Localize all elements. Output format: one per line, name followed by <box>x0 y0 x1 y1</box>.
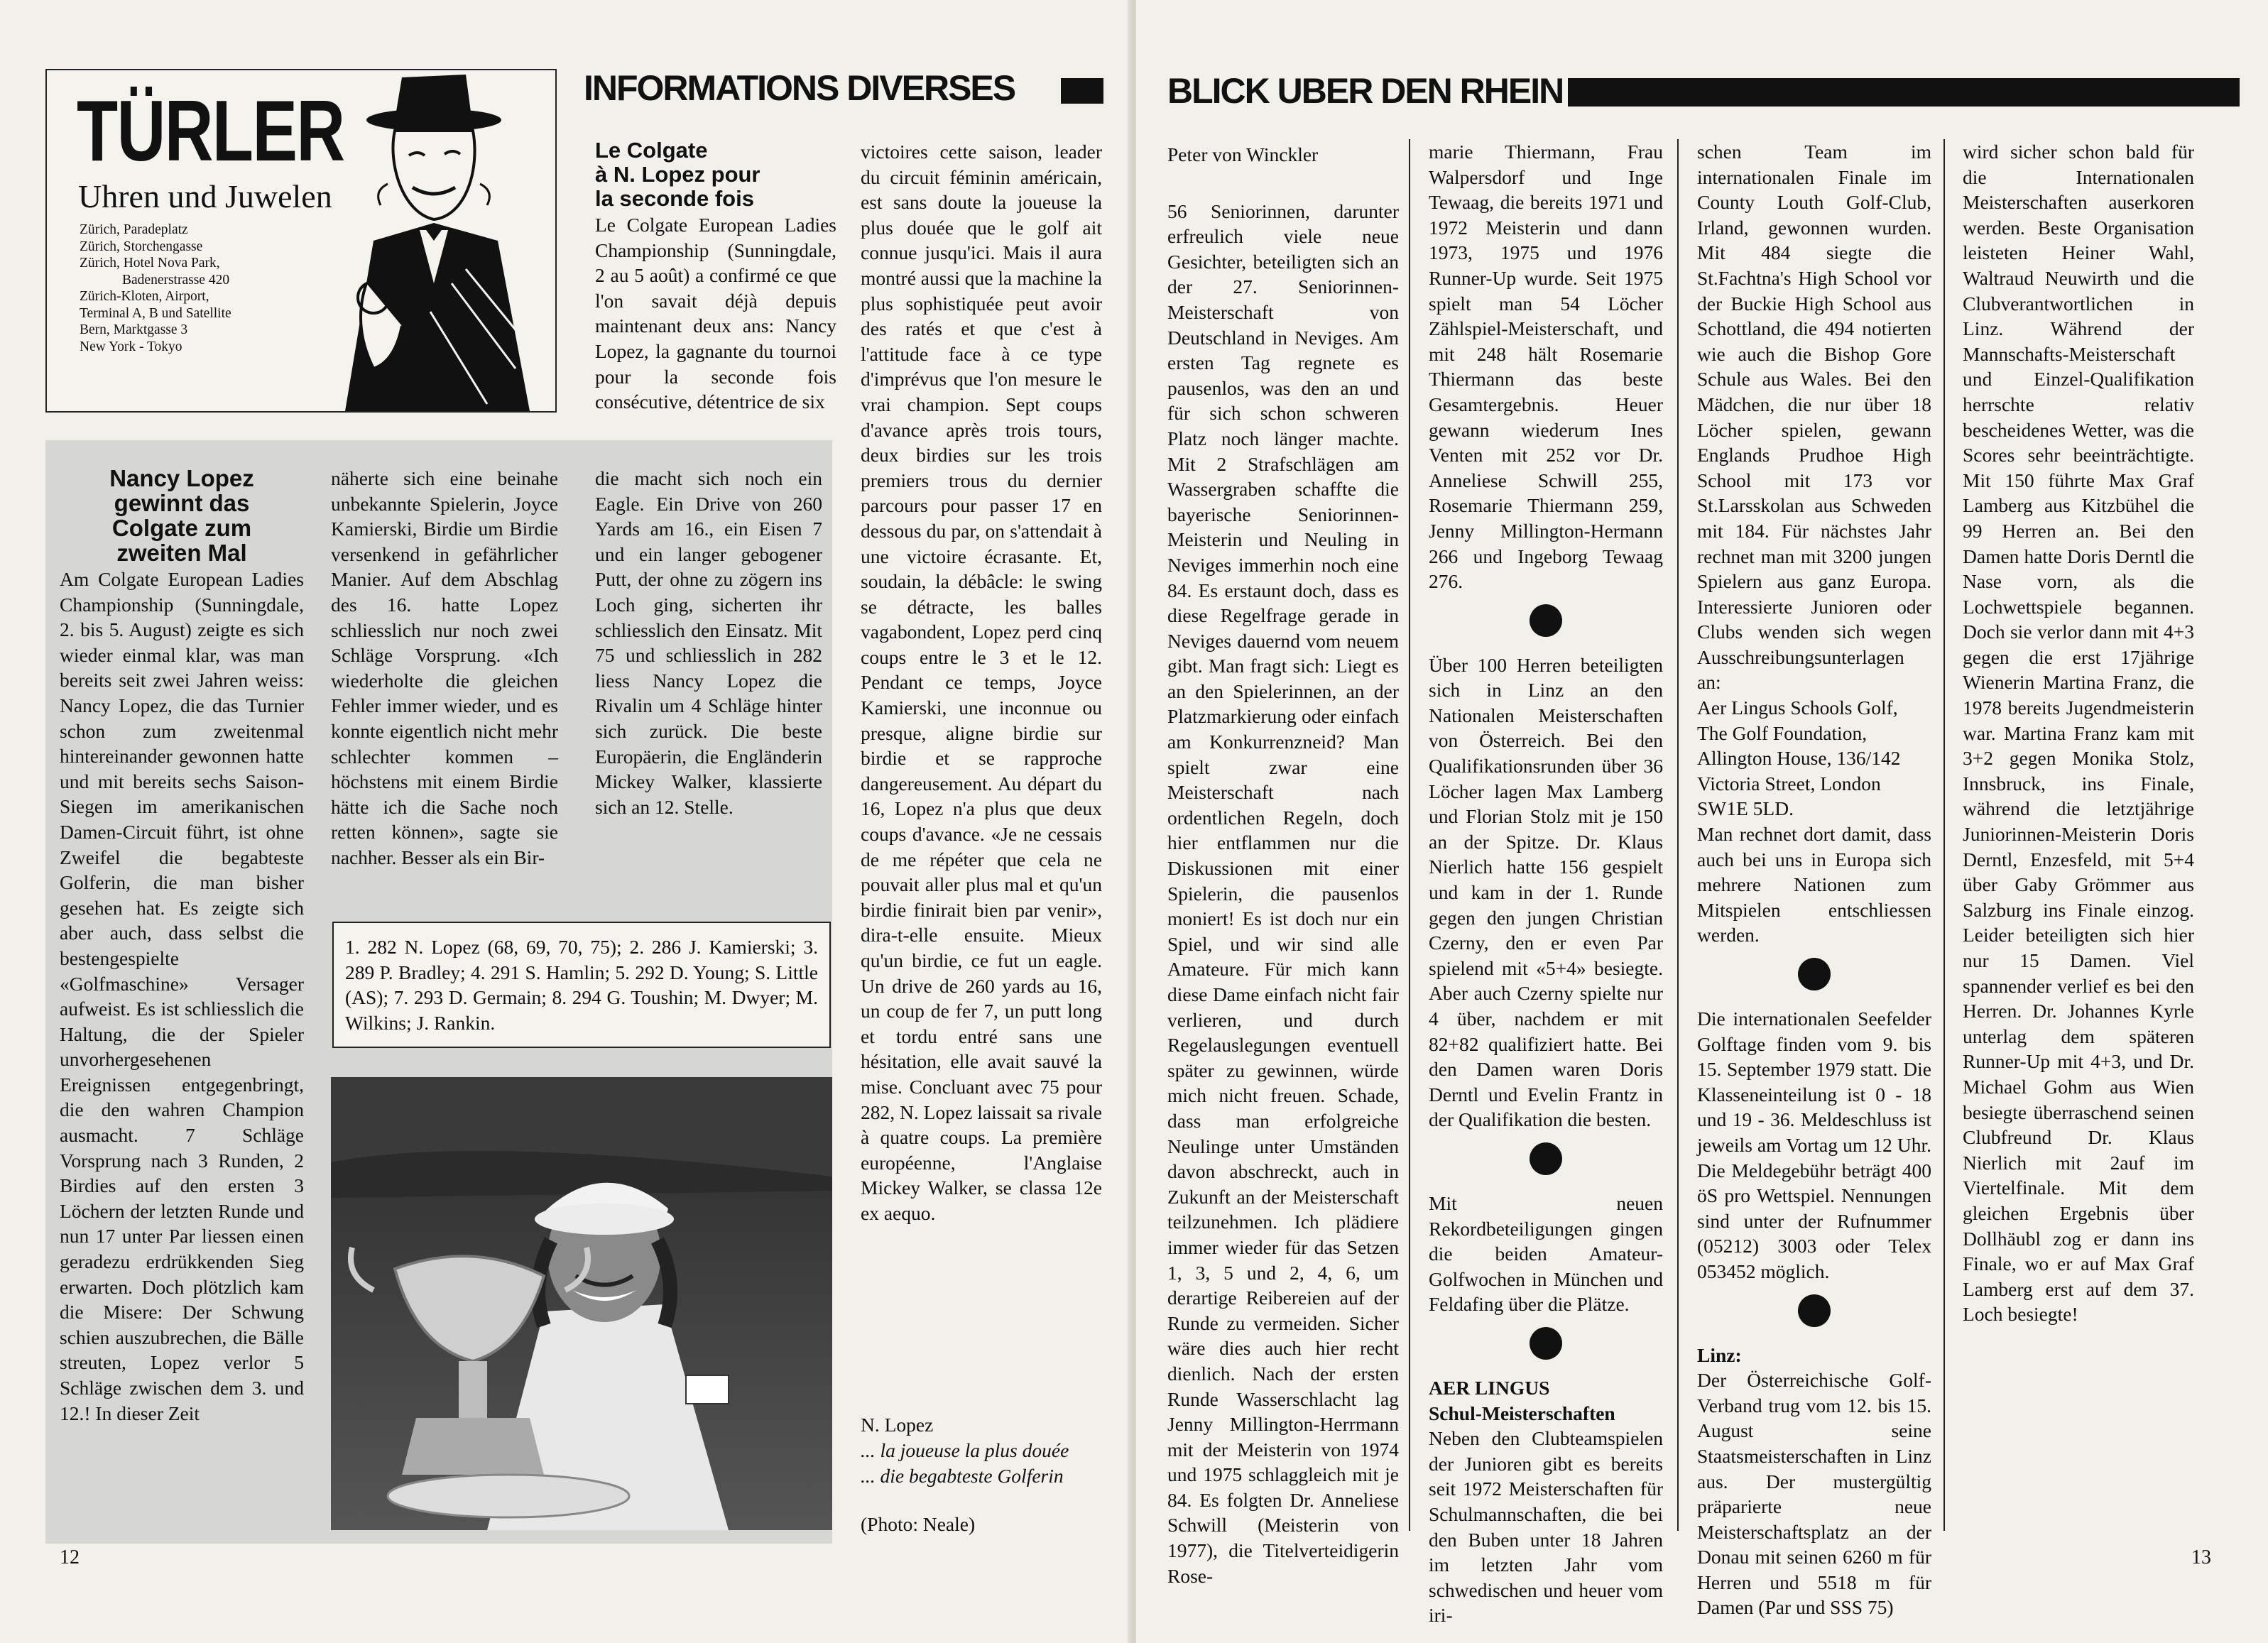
body-text: 56 Seniorinnen, darunter erfreulich viele neue Gesichter, beteiligten sich an der 27. Seniorinnen-Meisterschaft von Deutschland in Neviges. Am ersten Tag regnete es pausenlos, was den an und für sich schon schweren Platz noch länger machte. Mit 2 Strafschlägen am Wassergraben schaffte die bayerische Seniorinnen-Meisterin und Neuling in Neviges immerhin noch eine 84. Es erstaunt doch, dass es diese Regelfrage gerade in Neviges dauernd vom neuem gibt. Man fragt sich: Liegt es an den Spielerinnen, an der Platzmarkierung oder einfach am Konkurrenzneid? Man spielt zwar eine Meisterschaft nach ordentlichen Regeln, doch hier entflammen nur die Diskussionen mit einer Spielerin, die pausenlos moniert! Es ist doch nur ein Spiel, und wir sind alle Amateure. Für mich kann diese Dame einfach nicht fair verlieren, und durch Regelauslegungen eventuell später zu gewinnen, würde mich nicht freuen. Schade, dass man erfolgreiche Neulinge unter Umständen davon abschreckt, auch in Zukunft an der Meisterschaft teilzunehmen. Ich plädiere immer wieder für das Setzen 1, 3, 5 und 2, 4, 6, um derartige Reibereien auf der Runde zu vermeiden. Sicher wäre dies auch hier recht dienlich. Nach der ersten Runde Wasserschlacht lag Jenny Millington-Herrmann mit der Meisterin von 1974 und 1975 schlaggleich mit je 84. Es folgten Dr. Anneliese Schwill (Meisterin von 1977), die Titelverteidigerin Rose- <box>1167 200 1399 1587</box>
subheading: Schul-Meisterschaften <box>1429 1402 1615 1424</box>
turler-advertisement <box>45 69 557 413</box>
headline-line: la seconde fois <box>595 186 754 211</box>
german-body-text: näherte sich eine beinahe unbekannte Spielerin, Joyce Kamierski, Birdie um Birdie versenkend in gefährlicher Manier. Auf dem Abschlag des 16. hatte Lopez schliesslich nur noch zwei Schläge Vorsprung. «Ich wiederholte die gleichen Fehler immer wieder, und es konnte eigentlich nicht mehr schlechter kommen – höchstens mit einem Birdie hätte ich die Sache noch retten können», sagte sie nachher. Besser als ein Bir- <box>331 467 558 868</box>
header-bar <box>1061 78 1103 104</box>
nancy-lopez-photo <box>331 1077 832 1530</box>
address-line: SW1E 5LD. <box>1697 797 1794 820</box>
gentleman-illustration <box>345 70 555 411</box>
body-text: schen Team im internationalen Finale im County Louth Golf-Club, Irland, gewonnen wurden. Mit 484 siegte die St.Fachtna's High School vor der Buckie High School aus Schottland, die 494 notierten wie auch die Bishop Gore Schule aus Wales. Bei den Mädchen, die nur über 18 Löcher spielen, gewann Englands Prudhoe High School mit 173 vor St.Larsskolan aus Schweden mit 184. Für nächstes Jahr rechnet man mit 3200 jungen Spielern aus ganz Europa. Interessierte Junioren oder Clubs wenden sich wegen Ausschreibungsunterlagen an: <box>1697 141 1931 694</box>
blick-column-2 <box>1429 139 1663 1628</box>
german-headline <box>60 466 304 565</box>
caption-name: N. Lopez <box>861 1414 934 1436</box>
section-header: INFORMATIONS DIVERSES <box>584 68 1015 108</box>
french-article-column-1 <box>595 138 836 415</box>
ad-address-line: Zürich, Paradeplatz <box>80 222 188 237</box>
page-number: 13 <box>2191 1546 2211 1568</box>
bullet-dot <box>1798 1294 1831 1327</box>
ad-address-line: Badenerstrasse 420 <box>122 272 230 288</box>
photo-caption <box>861 1412 1102 1537</box>
body-text: Der Österreichische Golf-Verband trug vom 12. bis 15. August seine Staatsmeisterschaften in Linz aus. Der mustergültig präparierte neue Meisterschaftsplatz an der Donau mit seinen 6260 m für Herren und 5518 m für Damen (Par und SSS 75) <box>1697 1369 1931 1619</box>
right-page <box>1136 0 2268 1643</box>
body-text: Man rechnet dort damit, dass auch bei uns in Europa sich mehrere Nationen zum Mitspielen entschliessen werden. <box>1697 823 1931 946</box>
body-text: Neben den Clubteamspielen der Junioren gibt es bereits seit 1972 Meisterschaften für Schulmannschaften, die bei den Buben unter 18 Jahren im letzten Jahr vom schwedischen und heuer vom iri- <box>1429 1427 1663 1627</box>
headline-line: Colgate zum <box>111 515 252 541</box>
subheading: Linz: <box>1697 1343 1742 1366</box>
ad-address-line: Zürich, Storchengasse <box>80 239 203 254</box>
caption-french: ... la joueuse la plus douée <box>861 1439 1069 1461</box>
left-page <box>0 0 1132 1643</box>
body-text: marie Thiermann, Frau Walpersdorf und Inge Tewaag, die bereits 1971 und 1972 Meisterin und dann 1973, 1975 und 1976 Runner-Up wurde. Seit 1975 spielt man 54 Löcher Zählspiel-Meisterschaft, und mit 248 hält Rosemarie Thiermann das beste Gesamtergebnis. Heuer gewann wiederum Ines Venten mit 252 vor Dr. Anneliese Schwill 255, Rosemarie Thiermann 259, Jenny Millington-Hermann 266 und Ingeborg Tewaag 276. <box>1429 141 1663 593</box>
french-article-column-2 <box>861 139 1102 1226</box>
column-rule <box>1943 139 1945 1531</box>
ad-address-line: Zürich, Hotel Nova Park, <box>80 256 220 271</box>
german-body-text: die macht sich noch ein Eagle. Ein Drive von 260 Yards am 16., ein Eisen 7 und ein langer gebogener Putt, der ohne zu zögern ins Loch ging, sicherten ihr schliesslich den Einsatz. Mit 75 und schliesslich in 282 liess Nancy Lopez die Rivalin um 4 Schläge hinter sich zurück. Die beste Europäerin, die Engländerin Mickey Walker, klassierte sich an 12. Stelle. <box>595 467 822 818</box>
headline-line: Nancy Lopez <box>109 465 254 491</box>
german-article-column-2 <box>331 466 558 870</box>
body-text: Über 100 Herren beteiligten sich in Linz an den Nationalen Meisterschaften von Österreich. Bei den Qualifikationsrunden über 36 Löcher lagen Max Lamberg und Florian Stolz mit je 150 an der Spitze. Dr. Klaus Nierlich hatte 156 gespielt und kam in der 1. Runde gegen den jungen Christian Czerny, den er even Par spielend mit «5+4» besiegte. Aber auch Czerny spielte nur 4 über, nachdem er mit 82+82 qualifiziert hatte. Bei den Damen waren Doris Derntl und Evelin Frantz in der Qualifikation die besten. <box>1429 653 1663 1131</box>
ad-address-line: Terminal A, B und Satellite <box>80 305 231 321</box>
french-headline <box>595 138 836 211</box>
results-box: 1. 282 N. Lopez (68, 69, 70, 75); 2. 286 J. Kamierski; 3. 289 P. Bradley; 4. 291 S. Hamlin; 5. 292 D. Young; S. Little (AS); 7. 293 D. Germain; 8. 294 G. Toushin; M. Dwyer; M. Wilkins; J. Rankin. <box>332 922 831 1048</box>
subheading: AER LINGUS <box>1429 1376 1550 1399</box>
french-body-text: victoires cette saison, leader du circuit féminin américain, est sans doute la joueuse la plus douée que le golf ait connue jusqu'ici. Mais il aura montré aussi que la machine la plus sophistiquée peut avoir des ratés et que c'est à l'attitude face à ce type d'imprévus que l'on mesure le vrai champion. Sept coups d'avance après trois tours, deux birdies sur les trois premiers trous du dernier parcours pour passer 17 en dessous du par, on s'attendait à une victoire écrasante. Et, soudain, la débâcle: le swing se détracte, les balles vagabondent, Lopez perd cinq coups entre le 3 et le 12. Pendant ce temps, Joyce Kamierski, une inconnue ou presque, aligne birdie sur birdie et se rapproche dangereusement. Au départ du 16, Lopez n'a plus que deux coups d'avance. «Je ne cessais de me répéter que cela ne pouvait aller plus mal et qu'un birdie finirait bien par venir», dira-t-elle ensuite. Mieux qu'un birdie, ce fut un eagle. Un drive de 260 yards au 16, un coup de fer 7, un putt long et tordu entré sans une hésitation, elle avait sauvé la mise. Concluant avec 75 pour 282, N. Lopez laissait sa rivale à quatre coups. La première européenne, l'Anglaise Mickey Walker, se classa 12e ex aequo. <box>861 141 1102 1224</box>
headline-line: zweiten Mal <box>116 540 247 566</box>
ad-addresses <box>80 222 231 355</box>
photo-illustration <box>331 1077 832 1530</box>
ad-address-line: New York - Tokyo <box>80 339 182 354</box>
header-bar <box>1568 78 2240 107</box>
ad-address-line: Zürich-Kloten, Airport, <box>80 289 209 304</box>
german-body-text: Am Colgate European Ladies Championship (Sunningdale, 2. bis 5. August) zeigte es sich wieder einmal klar, was man bereits seit zwei Jahren weiss: Nancy Lopez, die das Turnier schon zum zweitenmal hintereinander gewonnen hatte und mit bereits sechs Saison-Siegen im amerikanischen Damen-Circuit führt, ist ohne Zweifel die begabteste Golferin, die man bisher gesehen hat. Es zeigte sich aber auch, dass selbst die bestengespielte «Golfmaschine» Versager aufweist. Es ist schliesslich die Haltung, die der Spieler unvorhergesehenen Ereignissen entgegenbringt, die den wahren Champion ausmacht. 7 Schläge Vorsprung nach 3 Runden, 2 Birdies auf den ersten 3 Löchern der letzten Runde und nun 17 unter Par liessen einen geradezu erdrükkenden Sieg erwarten. Doch plötzlich kam die Misere: Der Schwung schien auszubrechen, die Bälle streuten, Lopez verlor 5 Schläge zwischen dem 3. und 12.! In dieser Zeit <box>60 568 304 1424</box>
ad-brand-logo: TÜRLER <box>77 82 344 179</box>
headline-line: gewinnt das <box>114 490 250 516</box>
ad-address-line: Bern, Marktgasse 3 <box>80 322 188 337</box>
bullet-dot <box>1530 1142 1562 1175</box>
blick-column-1 <box>1167 142 1399 1588</box>
french-body-text: Le Colgate European Ladies Championship (Sunningdale, 2 au 5 août) a confirmé ce que l'on savait déjà depuis maintenant deux ans: Nancy Lopez, la gagnante du tournoi pour la seconde fois consécutive, détentrice de six <box>595 214 836 413</box>
column-rule <box>1409 139 1410 1531</box>
german-article-column-3 <box>595 466 822 819</box>
address-line: The Golf Foundation, <box>1697 721 1868 744</box>
address-line: Aer Lingus Schools Golf, <box>1697 697 1898 719</box>
page-number: 12 <box>60 1546 80 1568</box>
ad-tagline: Uhren und Juwelen <box>78 178 332 214</box>
headline-line: Le Colgate <box>595 138 708 163</box>
headline-line: à N. Lopez pour <box>595 162 760 187</box>
address-line: Victoria Street, London <box>1697 772 1881 795</box>
blick-column-3 <box>1697 139 1931 1620</box>
bullet-dot <box>1530 1327 1562 1360</box>
address-line: Allington House, 136/142 <box>1697 747 1901 770</box>
caption-german: ... die begabteste Golferin <box>861 1465 1064 1487</box>
body-text: wird sicher schon bald für die Internationalen Meisterschaften auserkoren werden. Beste Organisation leisteten Heiner Wahl, Waltraud Neuwirth und die Clubverantwortlichen in Linz. Während der Mannschafts-Meisterschaft und Einzel-Qualifikation herrschte relativ bescheidenes Wetter, was die Scores sehr beeinträchtigte. Mit 150 führte Max Graf Lamberg aus Kitzbühel die 99 Herren an. Bei den Damen hatte Doris Derntl die Nase vorn, als die Lochwettspiele begannen. Doch sie verlor dann mit 4+3 gegen die erst 17jährige Wienerin Martina Franz, die 1978 bereits Jugendmeisterin war. Martina Franz kam mit 3+2 gegen Monika Stolz, Innsbruck, ins Finale, während die letztjährige Juniorinnen-Meisterin Doris Derntl, Enzesfeld, mit 5+4 über Gaby Grömmer aus Salzburg ins Finale einzog. Leider beteiligten sich hier nur 15 Damen. Viel spannender verlief es bei den Herren. Dr. Johannes Kyrle unterlag dem späteren Runner-Up mit 4+3, und Dr. Michael Gohm aus Wien besiegte überraschend seinen Clubfreund Dr. Klaus Nierlich mit 2auf im Viertelfinale. Mit dem gleichen Ergebnis über Dollhäubl zog er dann ins Finale, wo er auf Max Graf Lamberg erst auf dem 37. Loch besiegte! <box>1963 141 2194 1326</box>
bullet-dot <box>1530 604 1562 637</box>
author-name: Peter von Winckler <box>1167 143 1319 165</box>
body-text: Die internationalen Seefelder Golftage finden vom 9. bis 15. September 1979 statt. Die Klasseneinteilung ist 0 - 18 und 19 - 36. Meldeschluss ist jeweils am Vortag um 12 Uhr. Die Meldegebühr beträgt 400 öS pro Wettspiel. Nennungen sind unter der Rufnummer (05212) 3003 oder Telex 053452 möglich. <box>1697 1008 1931 1282</box>
german-article-column-1 <box>60 466 304 1426</box>
column-rule <box>1677 139 1679 1531</box>
caption-credit: (Photo: Neale) <box>861 1513 976 1535</box>
body-text: Mit neuen Rekordbeteiligungen gingen die beiden Amateur-Golfwochen in München und Feldafing über die Plätze. <box>1429 1191 1663 1316</box>
section-header: BLICK UBER DEN RHEIN <box>1167 71 1564 111</box>
bullet-dot <box>1798 958 1831 990</box>
address-block <box>1697 695 1931 822</box>
blick-column-4 <box>1963 139 2194 1327</box>
